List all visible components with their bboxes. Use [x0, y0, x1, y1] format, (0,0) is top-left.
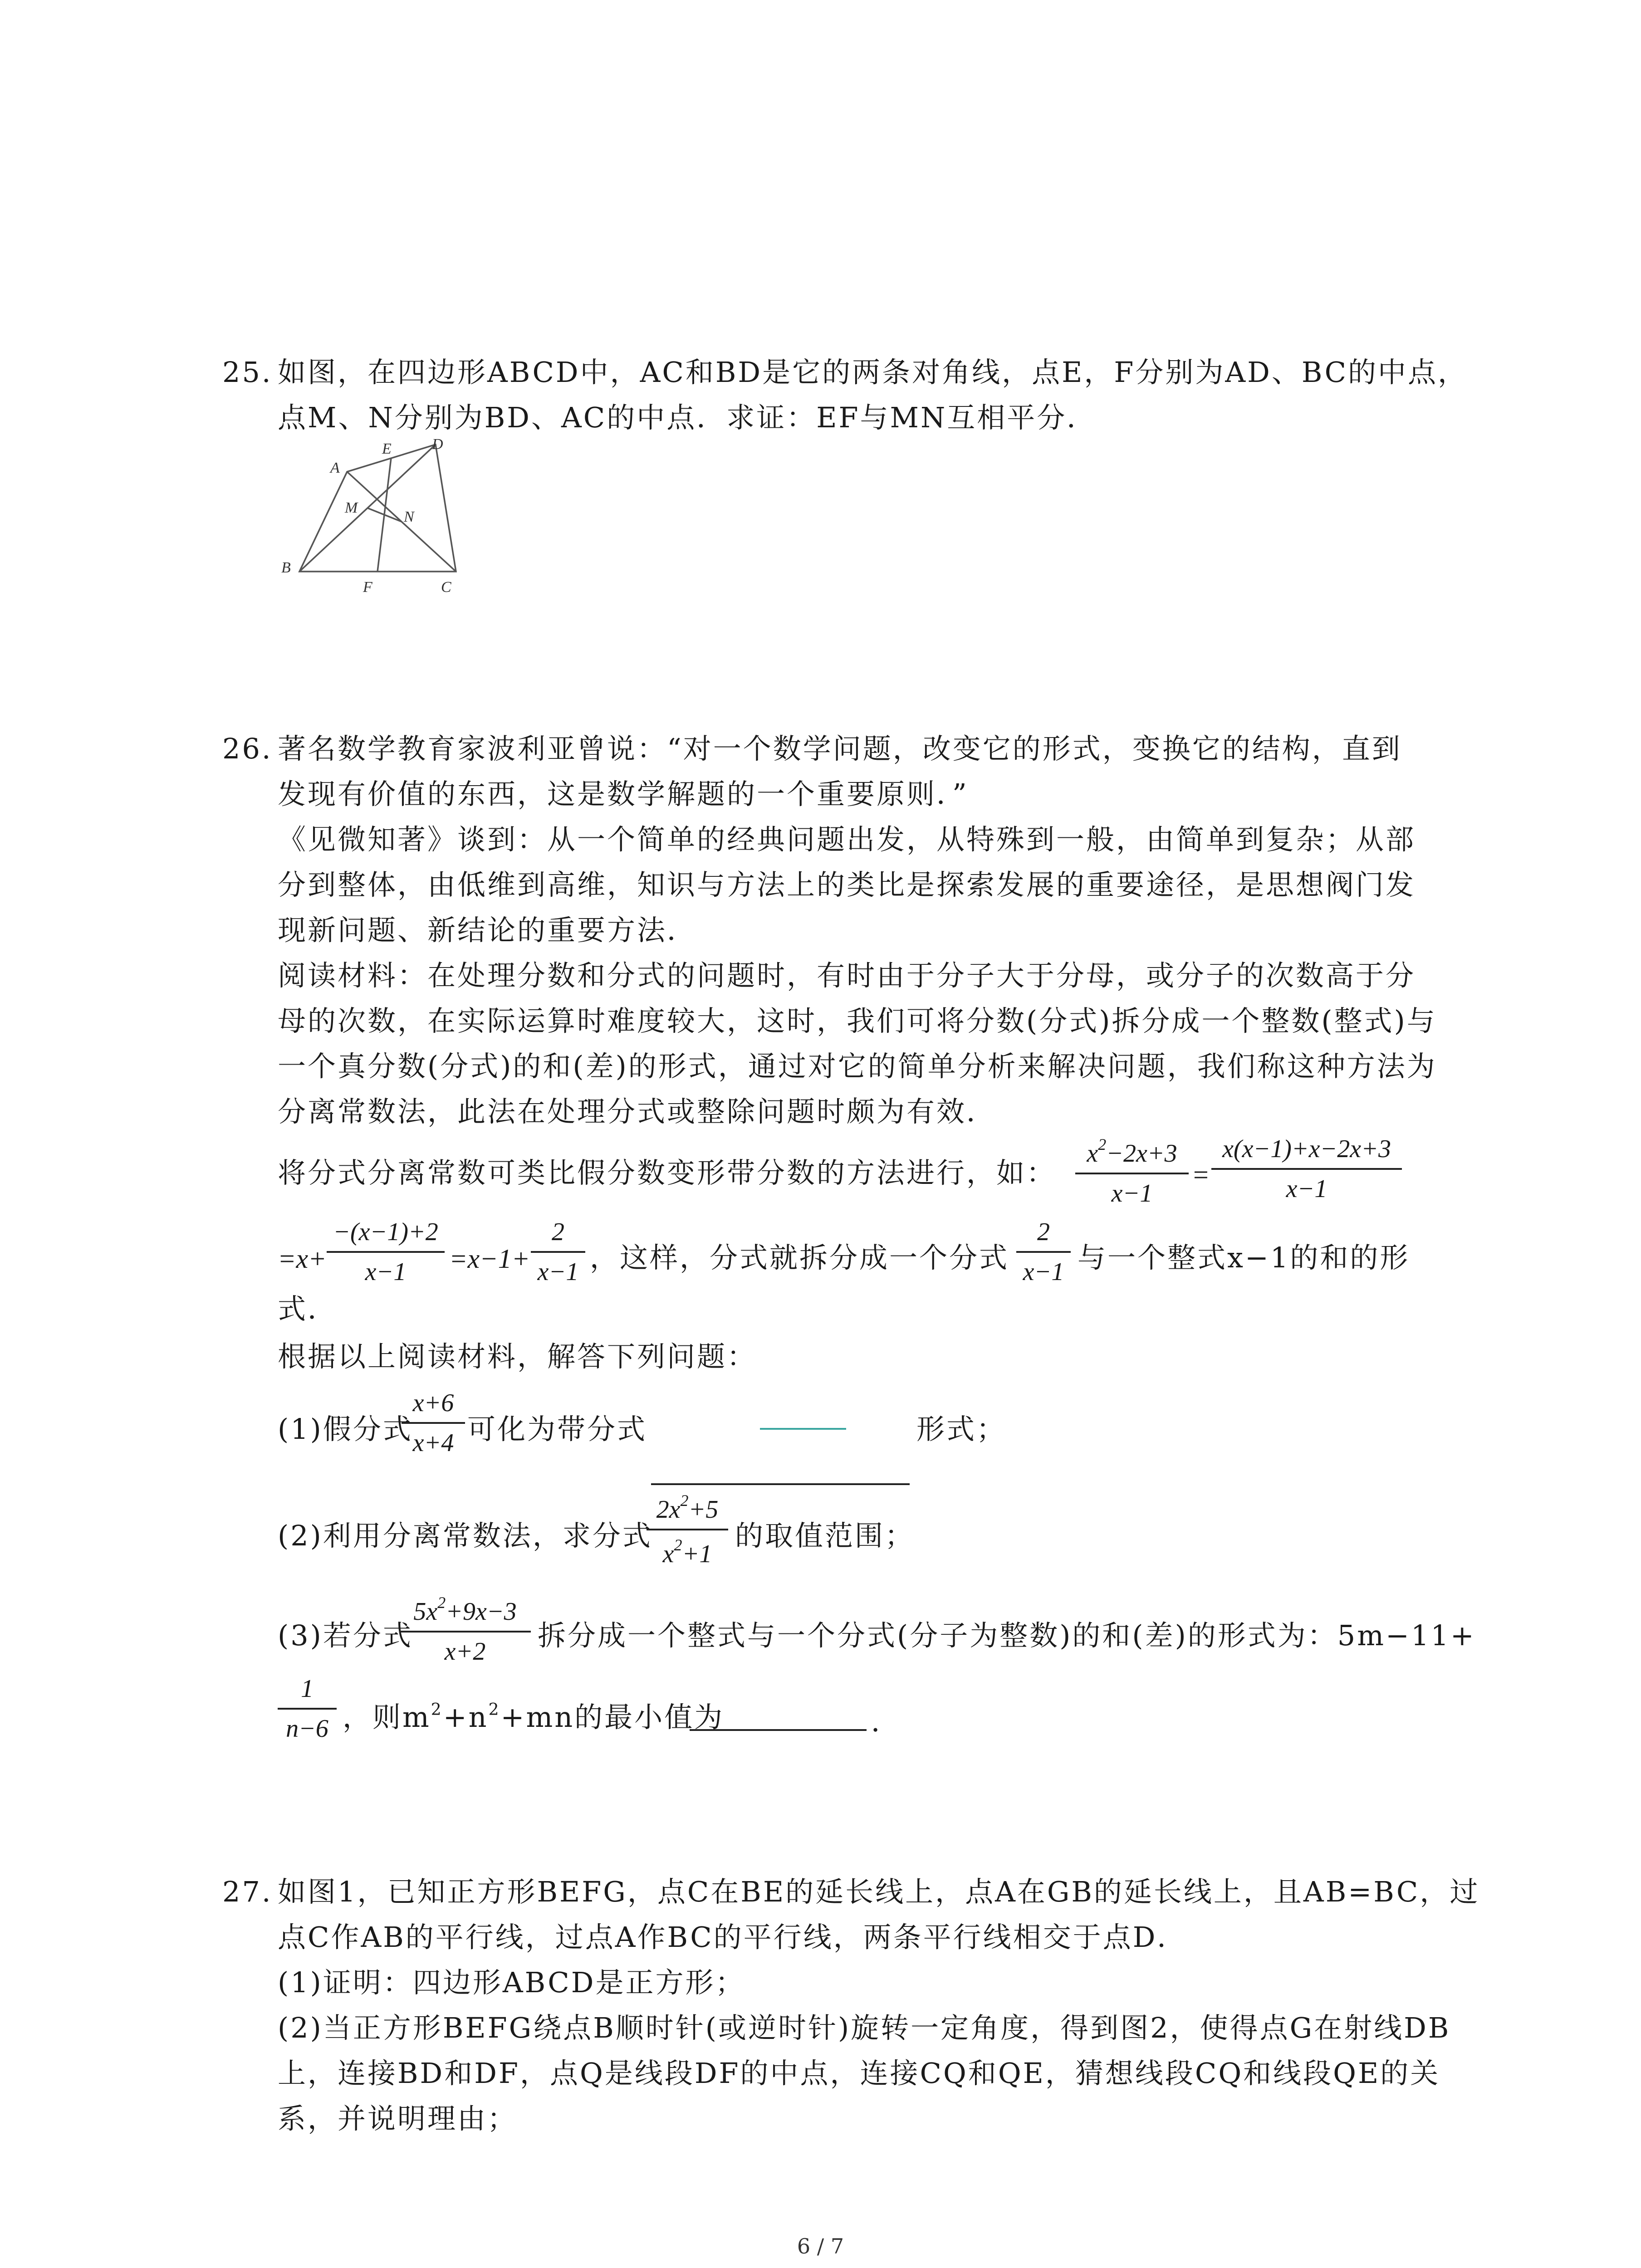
q26-line-6: 阅读材料：在处理分数和分式的问题时，有时由于分子大于分母，或分子的次数高于分 — [278, 959, 1416, 992]
example-equals: = — [1193, 1160, 1209, 1190]
p3-fraction-2-numerator: 1 — [301, 1675, 314, 1703]
p3-question: ，则$m^2+n^2+mn$的最小值为 — [343, 1701, 725, 1734]
example-fraction-4 — [531, 1219, 585, 1285]
example-tail: 与一个整式x−1的和的形 — [1078, 1241, 1410, 1274]
q26-line-5: 现新问题、新结论的重要方法． — [278, 914, 697, 947]
label-C: C — [441, 579, 451, 596]
example-intro: 将分式分离常数可类比假分数变形带分数的方法进行，如： — [278, 1156, 1057, 1189]
p3-numerator: $5x^2+9x-3$ — [413, 1593, 517, 1626]
example-fraction-4-numerator: 2 — [552, 1218, 564, 1246]
label-M: M — [345, 499, 358, 516]
q25-line1: 如图，在四边形ABCD中，AC和BD是它的两条对角线，点E，F分别为AD、BC的中点， — [278, 356, 1468, 389]
label-D: D — [432, 436, 443, 453]
example-fraction-2 — [1211, 1136, 1402, 1202]
q27-line-1: 如图1，已知正方形BEFG，点C在BE的延长线上，点A在GB的延长线上，且AB=BC，过 — [278, 1875, 1480, 1908]
p3-fraction — [399, 1594, 531, 1664]
p1-tail: 形式； — [916, 1413, 1007, 1446]
example-fraction-3-denominator: x−1 — [365, 1258, 407, 1286]
p1-numerator: x+6 — [412, 1389, 454, 1417]
q27-line-6: 系，并说明理由； — [278, 2102, 518, 2135]
q27-line-2: 点C作AB的平行线，过点A作BC的平行线，两条平行线相交于点D． — [278, 1921, 1187, 1954]
label-A: A — [330, 459, 340, 476]
label-F: F — [363, 579, 372, 596]
p3-denominator: x+2 — [444, 1637, 486, 1666]
q26-line-7: 母的次数，在实际运算时难度较大，这时，我们可将分数(分式)拆分成一个整数(整式)与 — [278, 1004, 1437, 1037]
example-mid: =x−1+ — [449, 1244, 530, 1274]
q26-line-8: 一个真分数(分式)的和(差)的形式，通过对它的简单分析来解决问题，我们称这种方法为 — [278, 1050, 1437, 1083]
label-N: N — [404, 508, 414, 525]
p2-numerator: $2x^2+5$ — [656, 1491, 719, 1524]
example-fraction-1 — [1075, 1136, 1189, 1206]
q25-line2: 点M、N分别为BD、AC的中点．求证：EF与MN互相平分． — [278, 401, 1097, 434]
p1-text: 可化为带分式 — [467, 1413, 647, 1446]
p3-end: ． — [871, 1705, 901, 1738]
q26-line-1: 著名数学教育家波利亚曾说：“对一个数学问题，改变它的形式，变换它的结构，直到 — [278, 732, 1402, 765]
q26-prompt: 根据以上阅读材料，解答下列问题： — [278, 1340, 757, 1373]
example-fraction-3-numerator: −(x−1)+2 — [333, 1218, 438, 1246]
p3-text: 拆分成一个整式与一个分式(分子为整数)的和(差)的形式为：5m−11+ — [538, 1619, 1476, 1652]
p1-fraction — [402, 1390, 465, 1456]
example-text: ，这样，分式就拆分成一个分式 — [590, 1241, 1009, 1274]
q26-line-3: 《见微知著》谈到：从一个简单的经典问题出发，从特殊到一般，由简单到复杂；从部 — [278, 823, 1416, 856]
p3-fraction-2-denominator: n−6 — [286, 1715, 328, 1743]
example-fraction-5-numerator: 2 — [1037, 1218, 1050, 1246]
p3-label: (3)若分式 — [278, 1619, 413, 1652]
example-fraction-2-numerator: x(x−1)+x−2x+3 — [1222, 1135, 1391, 1163]
q25-quadrilateral-figure — [272, 435, 481, 599]
q26-number: 26. — [222, 732, 273, 765]
p2-label: (2)利用分离常数法，求分式 — [278, 1519, 652, 1552]
example-fraction-1-denominator: x−1 — [1111, 1179, 1153, 1207]
q26-line-9: 分离常数法，此法在处理分式或整除问题时颇为有效． — [278, 1095, 997, 1128]
label-B: B — [281, 559, 291, 576]
p3-answer-blank[interactable] — [690, 1729, 867, 1731]
p1-denominator: x+4 — [412, 1429, 454, 1457]
q27-number: 27. — [222, 1875, 273, 1908]
example-fraction-1-numerator: $x^2-2x+3$ — [1087, 1135, 1177, 1168]
p1-answer-underline[interactable] — [651, 1483, 910, 1485]
q27-line-3: (1)证明：四边形ABCD是正方形； — [278, 1966, 745, 1999]
example-line2-start: =x+ — [278, 1244, 327, 1274]
p2-denominator: $x^2+1$ — [662, 1536, 712, 1568]
example-fraction-2-denominator: x−1 — [1286, 1175, 1327, 1203]
q26-line-2: 发现有价值的东西，这是数学解题的一个重要原则．” — [278, 777, 969, 811]
q27-line-5: 上，连接BD和DF，点Q是线段DF的中点，连接CQ和QE，猜想线段CQ和线段QE的关 — [278, 2057, 1440, 2090]
example-fraction-5-denominator: x−1 — [1023, 1258, 1064, 1286]
label-E: E — [382, 440, 392, 457]
p1-answer-blank[interactable] — [760, 1428, 846, 1430]
p2-fraction — [647, 1492, 728, 1567]
p1-label: (1)假分式 — [278, 1413, 413, 1446]
q27-line-4: (2)当正方形BEFG绕点B顺时针(或逆时针)旋转一定角度，得到图2，使得点G在射线DB — [278, 2011, 1451, 2044]
q25-number: 25. — [222, 356, 273, 389]
page-number: 6 / 7 — [797, 2234, 844, 2258]
p2-tail: 的取值范围； — [735, 1519, 915, 1552]
q26-line-4: 分到整体，由低维到高维，知识与方法上的类比是探索发展的重要途径，是思想阀门发 — [278, 868, 1416, 901]
example-tail2: 式． — [278, 1292, 338, 1325]
example-fraction-5 — [1016, 1219, 1071, 1285]
p3-fraction-2 — [278, 1676, 337, 1741]
example-fraction-4-denominator: x−1 — [537, 1258, 579, 1286]
example-fraction-3 — [327, 1219, 445, 1285]
